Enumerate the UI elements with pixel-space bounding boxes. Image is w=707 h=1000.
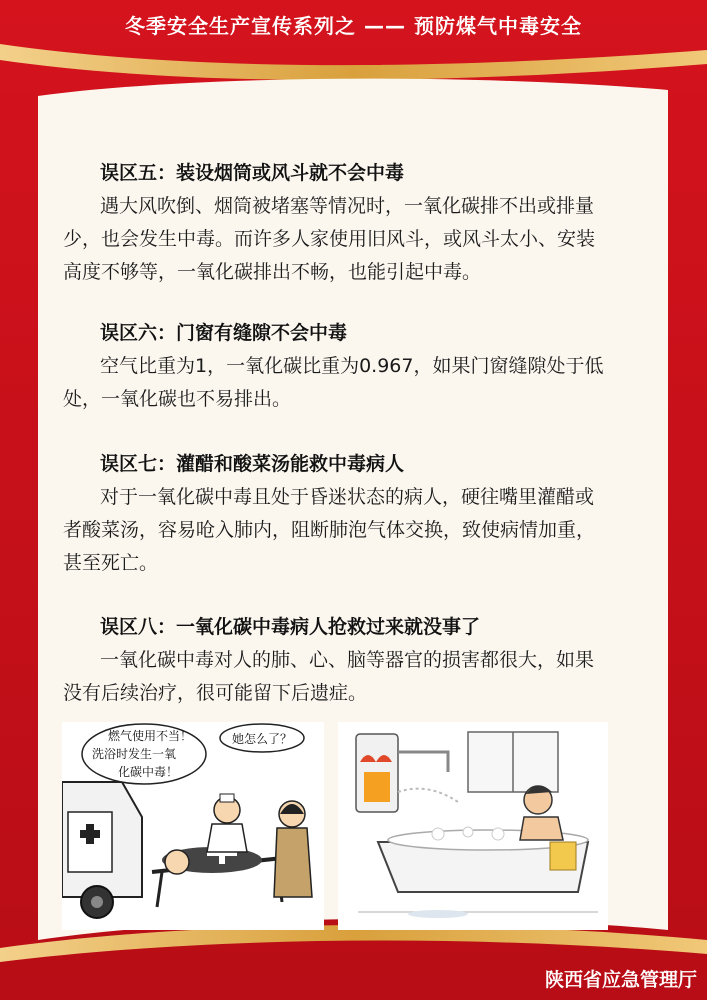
section-body: [63, 350, 680, 416]
header-title: 冬季安全生产宣传系列之 —— 预防煤气中毒安全: [125, 14, 582, 38]
body-line: 遇大风吹倒、烟筒被堵塞等情况时，一氧化碳排不出或排量: [100, 195, 595, 217]
section-title: 误区五：装设烟筒或风斗就不会中毒: [100, 162, 405, 184]
bubble-text: 洗浴时发生一氧: [92, 747, 177, 761]
section-misconception-5: [63, 160, 680, 289]
section-title: 误区七：灌醋和酸菜汤能救中毒病人: [100, 453, 405, 475]
section-title: 误区六：门窗有缝隙不会中毒: [100, 322, 348, 344]
body-line: 高度不够等，一氧化碳排出不畅，也能引起中毒。: [63, 261, 482, 283]
section-misconception-7: [63, 451, 680, 580]
section-misconception-8: [63, 614, 680, 710]
section-title: 误区八：一氧化碳中毒病人抢救过来就没事了: [100, 616, 481, 638]
bubble-text: 她怎么了？: [232, 732, 293, 746]
footer-organization: 陕西省应急管理厅: [544, 969, 697, 991]
body-line: 没有后续治疗，很可能留下后遗症。: [63, 682, 368, 704]
body-line: 对于一氧化碳中毒且处于昏迷状态的病人，硬往嘴里灌醋或: [100, 486, 595, 508]
section-body: [63, 190, 680, 289]
ambulance-rescue-illustration: [62, 722, 324, 930]
body-line: 处，一氧化碳也不易排出。: [63, 388, 292, 410]
body-line: 少，也会发生中毒。而许多人家使用旧风斗，或风斗太小、安装: [63, 228, 596, 250]
body-line: 甚至死亡。: [63, 552, 159, 574]
bubble-text: 化碳中毒！: [118, 765, 179, 779]
section-misconception-6: [63, 320, 680, 416]
body-line: 空气比重为1，一氧化碳比重为0.967，如果门窗缝隙处于低: [100, 355, 604, 377]
body-line: 一氧化碳中毒对人的肺、心、脑等器官的损害都很大，如果: [100, 649, 595, 671]
bubble-text: 燃气使用不当！: [108, 729, 193, 743]
bathtub-poisoning-illustration: [338, 722, 608, 930]
body-line: 者酸菜汤，容易呛入肺内，阻断肺泡气体交换，致使病情加重，: [63, 519, 596, 541]
section-body: [63, 481, 680, 580]
section-body: [63, 644, 680, 710]
